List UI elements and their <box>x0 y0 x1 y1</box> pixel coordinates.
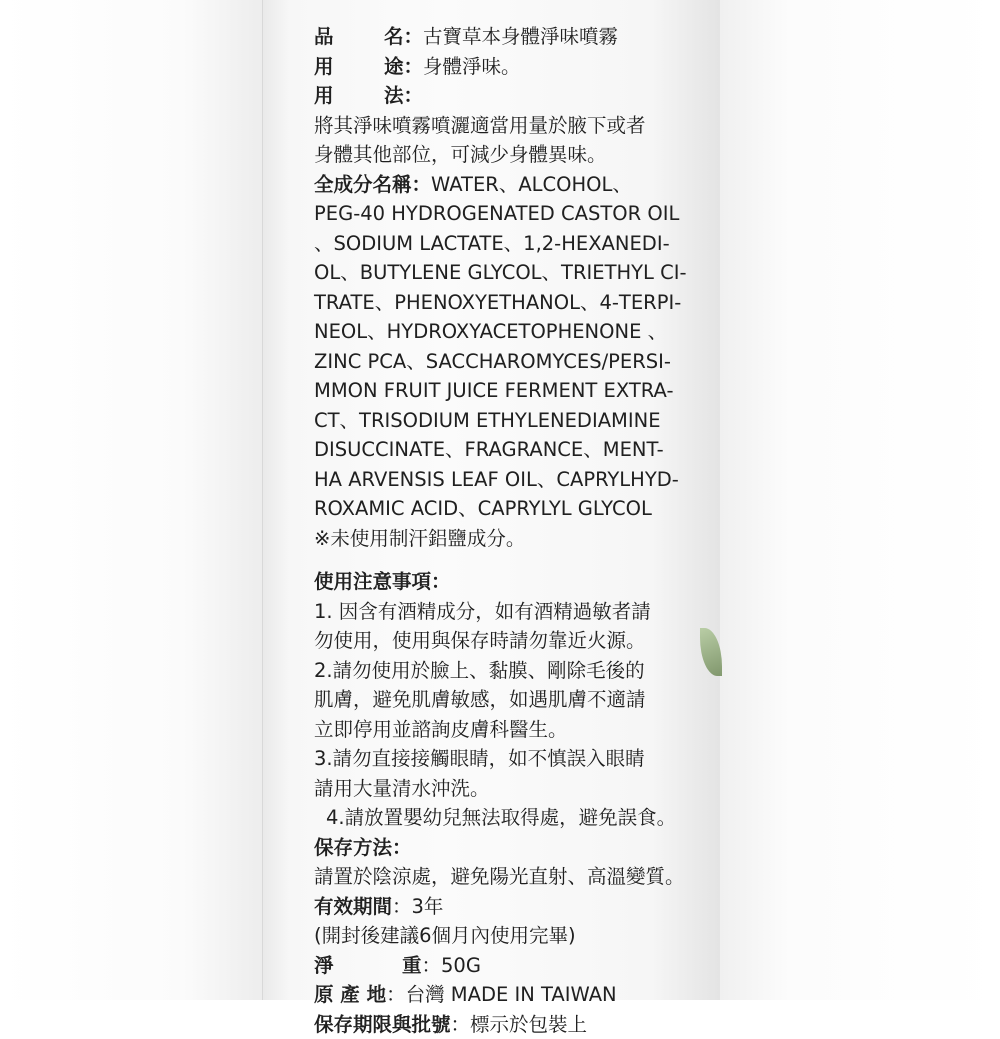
usage-row: 用 法： <box>314 81 714 111</box>
ingredient-line: CT、TRISODIUM ETHYLENEDIAMINE <box>314 406 714 436</box>
caution-line: 勿使用，使用與保存時請勿靠近火源。 <box>314 626 714 656</box>
caution-line: 4.請放置嬰幼兒無法取得處，避免誤食。 <box>314 803 714 833</box>
storage-text: 請置於陰涼處，避免陽光直射、高溫變質。 <box>314 862 714 892</box>
caution-line: 3.請勿直接接觸眼睛，如不慎誤入眼睛 <box>314 744 714 774</box>
product-name-row: 品 名：古寶草本身體淨味噴霧 <box>314 22 714 52</box>
label-text <box>314 22 714 1039</box>
product-name-value: 古寶草本身體淨味噴霧 <box>423 25 618 48</box>
ingredient-note: ※未使用制汗鋁鹽成分。 <box>314 524 714 554</box>
ingredient-line: 、SODIUM LACTATE、1,2-HEXANEDI- <box>314 229 714 259</box>
ingredient-line: ZINC PCA、SACCHAROMYCES/PERSI- <box>314 347 714 377</box>
weight-row: 淨 重：50G <box>314 951 714 981</box>
ingredient-line: DISUCCINATE、FRAGRANCE、MENT- <box>314 435 714 465</box>
purpose-value: 身體淨味。 <box>423 55 521 78</box>
caution-line: 肌膚，避免肌膚敏感，如遇肌膚不適請 <box>314 685 714 715</box>
usage-line: 身體其他部位，可減少身體異味。 <box>314 140 714 170</box>
purpose-row: 用 途：身體淨味。 <box>314 52 714 82</box>
ingredient-line: TRATE、PHENOXYETHANOL、4-TERPI- <box>314 288 714 318</box>
caution-line: 請用大量清水沖洗。 <box>314 774 714 804</box>
usage-line: 將其淨味噴霧噴灑適當用量於腋下或者 <box>314 111 714 141</box>
caution-line: 2.請勿使用於臉上、黏膜、剛除毛後的 <box>314 656 714 686</box>
origin-row: 原 產 地：台灣 MADE IN TAIWAN <box>314 980 714 1010</box>
ingredient-line: OL、BUTYLENE GLYCOL、TRIETHYL CI- <box>314 258 714 288</box>
expiry-note: (開封後建議6個月內使用完畢) <box>314 921 714 951</box>
background-left <box>0 0 262 1000</box>
ingredient-line: ROXAMIC ACID、CAPRYLYL GLYCOL <box>314 494 714 524</box>
ingredient-line: HA ARVENSIS LEAF OIL、CAPRYLHYD- <box>314 465 714 495</box>
batch-row: 保存期限與批號：標示於包裝上 <box>314 1010 714 1039</box>
cautions-title: 使用注意事項： <box>314 567 714 597</box>
ingredients-label: 全成分名稱： <box>314 173 431 196</box>
caution-line: 1. 因含有酒精成分，如有酒精過敏者請 <box>314 597 714 627</box>
expiry-row: 有效期間：3年 <box>314 892 714 922</box>
background-right <box>720 0 1000 1000</box>
storage-title: 保存方法： <box>314 833 714 863</box>
caution-line: 立即停用並諮詢皮膚科醫生。 <box>314 715 714 745</box>
ingredient-line: MMON FRUIT JUICE FERMENT EXTRA- <box>314 376 714 406</box>
ingredient-line: PEG-40 HYDROGENATED CASTOR OIL <box>314 199 714 229</box>
ingredients-row: 全成分名稱：WATER、ALCOHOL、 <box>314 170 714 200</box>
label-left-edge <box>262 0 263 1000</box>
ingredient-line: NEOL、HYDROXYACETOPHENONE 、 <box>314 317 714 347</box>
